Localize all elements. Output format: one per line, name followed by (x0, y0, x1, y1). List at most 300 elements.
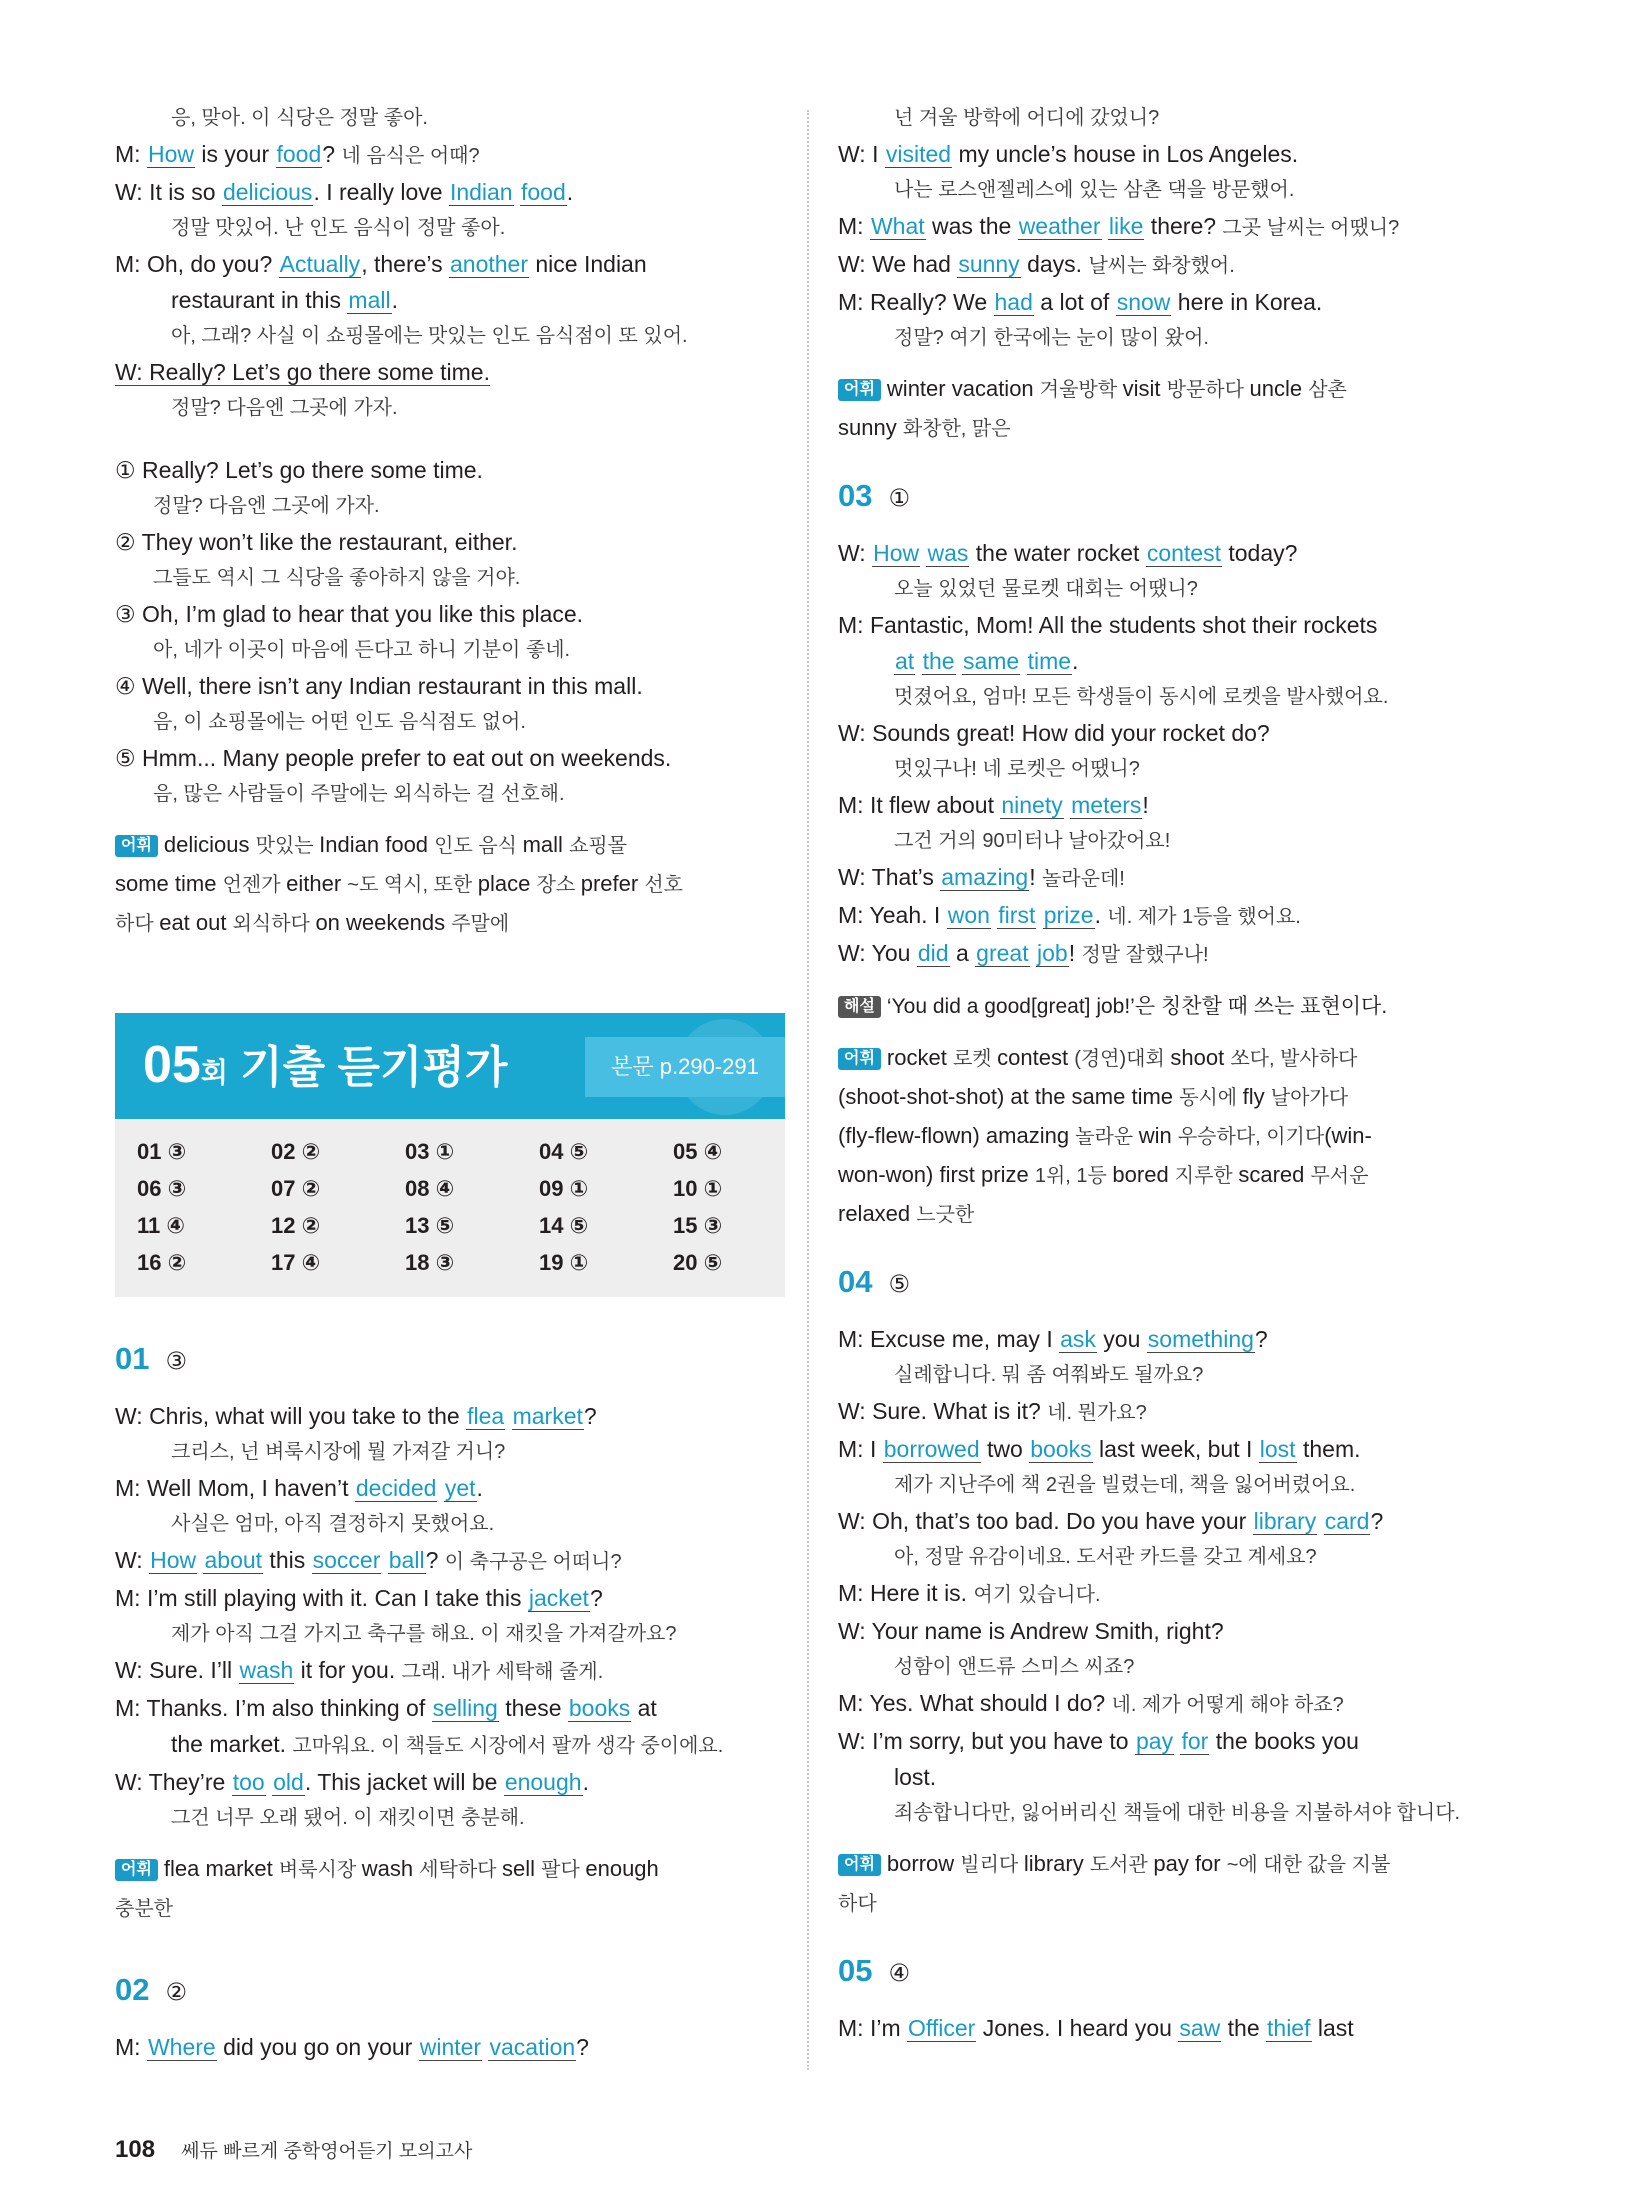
left-column (115, 100, 785, 2065)
answer-key-item: 12 ② (271, 1213, 321, 1238)
blank-answer: vacation (489, 2034, 576, 2060)
spacer (838, 1996, 1518, 2010)
answer-key-item: 18 ③ (405, 1250, 455, 1275)
text-run (1317, 1508, 1323, 1534)
text-run: W: That’s (838, 864, 941, 890)
blank-answer: delicious (222, 179, 313, 205)
vocab-term: rocket (886, 1045, 953, 1070)
explanation-line (838, 987, 1518, 1025)
right-column (838, 100, 1518, 2046)
blank-answer: first (998, 902, 1036, 928)
dialogue-line (838, 1321, 1518, 1357)
text-run: ? (1254, 1326, 1268, 1352)
answer-key-item: 09 ① (539, 1176, 589, 1201)
blank-answer: lost (1259, 1436, 1296, 1462)
dialogue-line (838, 208, 1518, 246)
text-run: ? (1370, 1508, 1384, 1534)
text-run: 네. 제가 1등을 했어요. (1107, 906, 1301, 928)
spacer (838, 448, 1518, 474)
test-title (143, 1035, 507, 1103)
blank-answer: Where (147, 2034, 216, 2060)
vocab-term: 벼룩시장 (278, 1859, 362, 1881)
text-run: . (1072, 648, 1079, 674)
page-reference: 본문 p.290-291 (585, 1037, 785, 1097)
text-run: M: I (838, 1436, 883, 1462)
test-name: 기출 듣기평가 (227, 1043, 508, 1092)
translation-line: 나는 로스앤젤레스에 있는 삼촌 댁을 방문했어. (894, 179, 1295, 201)
blank-answer: books (568, 1695, 631, 1721)
spacer (838, 973, 1518, 987)
dialogue-line (838, 1723, 1518, 1759)
text-run: M: (838, 213, 870, 239)
question-number: 01 (115, 1341, 150, 1376)
text-run: today? (1221, 540, 1298, 566)
text-run: W: (838, 540, 873, 566)
text-run: there? (1144, 213, 1223, 239)
text-run (1020, 648, 1026, 674)
dialogue-line (115, 1580, 785, 1616)
blank-answer: food (276, 141, 322, 167)
text-run: the books you (1209, 1728, 1359, 1754)
spacer (838, 356, 1518, 370)
vocab-term: won-won) first prize (838, 1162, 1035, 1187)
spacer (115, 426, 785, 452)
text-run: . (476, 1475, 483, 1501)
blank-answer: visited (885, 141, 952, 167)
vocab-block (838, 370, 1518, 448)
page-number: 108 (115, 2136, 156, 2163)
blank-answer: too (232, 1769, 265, 1795)
vocab-line (115, 1850, 785, 1889)
text-run: 그래. 내가 세탁해 줄게. (401, 1661, 604, 1683)
blank-answer: like (1108, 213, 1144, 239)
translation-line: 실례합니다. 뭐 좀 여쭤봐도 될까요? (894, 1364, 1204, 1386)
text-run: lost. (894, 1764, 937, 1790)
question-header (115, 1337, 785, 1384)
text-run (381, 1547, 387, 1573)
translation-line: 넌 겨울 방학에 어디에 갔었니? (894, 107, 1160, 129)
blank-answer: soccer (312, 1547, 381, 1573)
vocab-block (838, 1845, 1518, 1923)
vocab-term: ~에 대한 값을 지불 (1226, 1854, 1391, 1876)
blank-answer: What (870, 213, 925, 239)
option-translation: 정말? 다음엔 그곳에 가자. (153, 495, 380, 517)
answer-key-item: 17 ④ (271, 1250, 321, 1275)
vocab-term: mall (522, 832, 570, 857)
blank-answer: How (873, 540, 920, 566)
text-run (505, 1403, 511, 1429)
blank-answer: same (962, 648, 1020, 674)
question-answer: ⑤ (888, 1271, 910, 1298)
text-run (1036, 902, 1042, 928)
vocab-block (115, 1850, 785, 1928)
text-run: ? (583, 1403, 597, 1429)
vocab-term: on weekends (315, 910, 452, 935)
text-run (956, 648, 962, 674)
vocab-term: 삼촌 (1308, 379, 1347, 401)
text-run: 고마워요. 이 책들도 시장에서 팔까 생각 중이에요. (292, 1735, 724, 1757)
dialogue-line (115, 1690, 785, 1726)
text-run: M: Oh, do you? (115, 251, 279, 277)
answer-key-item: 04 ⑤ (539, 1139, 589, 1164)
vocab-term: win (1138, 1123, 1178, 1148)
text-run: M: Yes. What should I do? (838, 1690, 1112, 1716)
dialogue-line (838, 535, 1518, 571)
blank-answer: had (994, 289, 1033, 315)
text-run: 네. 제가 어떻게 해야 하죠? (1111, 1694, 1344, 1716)
blank-answer: another (449, 251, 528, 277)
vocab-line (115, 1889, 785, 1928)
answer-key-item: 11 ④ (137, 1213, 185, 1238)
dialogue-line (115, 1542, 785, 1580)
translation-line: 멋있구나! 네 로켓은 어땠니? (894, 758, 1140, 780)
dialogue-line (838, 607, 1518, 643)
dialogue-line (838, 1575, 1518, 1613)
book-title: 쎄듀 빠르게 중학영어듣기 모의고사 (181, 2141, 473, 2162)
blank-answer: something (1147, 1326, 1254, 1352)
text-run: W: You (838, 940, 917, 966)
vocab-term: prefer (580, 871, 645, 896)
blank-answer: for (1181, 1728, 1209, 1754)
blank-answer: the (922, 648, 955, 674)
translation-line: 그건 거의 90미터나 날아갔어요! (894, 830, 1171, 852)
text-run: nice Indian (529, 251, 647, 277)
dialogue-line (838, 1685, 1518, 1723)
question-answer: ④ (888, 1960, 910, 1987)
option-translation: 음, 많은 사람들이 주말에는 외식하는 걸 선호해. (153, 783, 565, 805)
question-number: 04 (838, 1264, 873, 1299)
text-run: W: (115, 1547, 150, 1573)
text-run: W: Sure. What is it? (838, 1398, 1048, 1424)
spacer (838, 1923, 1518, 1949)
text-run: ? (576, 2034, 589, 2060)
text-run: W: I (838, 141, 885, 167)
text-run: ! (1029, 864, 1042, 890)
blank-answer: decided (355, 1475, 437, 1501)
question-header (838, 1949, 1518, 1996)
text-run (437, 1475, 443, 1501)
translation-line: 오늘 있었던 물로켓 대회는 어땠니? (894, 578, 1198, 600)
text-run: . (566, 179, 574, 205)
vocab-block (838, 1039, 1518, 1234)
answer-option: ② They won’t like the restaurant, either. (115, 529, 518, 555)
vocab-line (115, 865, 785, 904)
blank-answer: card (1324, 1508, 1370, 1534)
spacer (115, 1928, 785, 1968)
vocab-term: 동시에 (1179, 1087, 1243, 1109)
blank-answer: did (917, 940, 949, 966)
translation-line: 정말? 다음엔 그곳에 가자. (171, 397, 398, 419)
blank-answer: enough (504, 1769, 582, 1795)
vocab-term: (경연)대회 (1074, 1048, 1171, 1070)
blank-answer: meters (1071, 792, 1142, 818)
dialogue-line (838, 643, 1518, 679)
blank-answer: sunny (958, 251, 1020, 277)
spacer (115, 2015, 785, 2029)
spacer (838, 1831, 1518, 1845)
text-run: . (391, 287, 398, 313)
vocab-term: fly (1242, 1084, 1271, 1109)
blank-answer: winter (419, 2034, 482, 2060)
blank-answer: mall (348, 287, 391, 313)
option-translation: 아, 네가 이곳이 마음에 든다고 하니 기분이 좋네. (153, 639, 571, 661)
vocab-term: 주말에 (451, 913, 510, 935)
vocab-term: 팔다 (541, 1859, 586, 1881)
translation-line: 제가 지난주에 책 2권을 빌렸는데, 책을 잃어버렸어요. (894, 1474, 1356, 1496)
answer-key-item: 10 ① (673, 1176, 723, 1201)
vocab-term: borrow (886, 1851, 961, 1876)
text-run: did you go on your (216, 2034, 419, 2060)
dialogue-line (838, 897, 1518, 935)
vocab-term: 느긋한 (916, 1204, 975, 1226)
text-run: 놀라운데! (1041, 868, 1125, 890)
vocab-term: eat out (159, 910, 233, 935)
question-header (115, 1968, 785, 2015)
text-run: 네 음식은 어때? (341, 145, 480, 167)
option-translation: 그들도 역시 그 식당을 좋아하지 않을 거야. (153, 567, 521, 589)
answer-key-grid (115, 1119, 785, 1297)
blank-answer: prize (1043, 902, 1094, 928)
question-header (838, 474, 1518, 521)
dialogue-line (838, 935, 1518, 973)
text-run: you (1096, 1326, 1147, 1352)
page-footer (115, 2136, 472, 2164)
dialogue-line (838, 136, 1518, 172)
vocab-term: bored (1112, 1162, 1175, 1187)
text-run: W: I’m sorry, but you have to (838, 1728, 1135, 1754)
blank-answer: ball (388, 1547, 425, 1573)
text-run: M: I’m still playing with it. Can I take this (115, 1585, 528, 1611)
blank-answer: time (1027, 648, 1072, 674)
vocab-term: (win- (1324, 1123, 1372, 1148)
vocab-term: 지루한 (1174, 1165, 1239, 1187)
blank-answer: saw (1179, 2015, 1221, 2041)
text-run: W: Sure. I’ll (115, 1657, 239, 1683)
vocab-term: 우승하다, 이기다 (1177, 1126, 1325, 1148)
text-run: W: Oh, that’s too bad. Do you have your (838, 1508, 1253, 1534)
vocab-term: place (477, 871, 537, 896)
translation-line: 사실은 엄마, 아직 결정하지 못했어요. (171, 1513, 495, 1535)
vocab-term: 외식하다 (232, 913, 316, 935)
answer-key-item: 05 ④ (673, 1139, 723, 1164)
vocab-term: pay for (1153, 1851, 1227, 1876)
blank-answer: wash (239, 1657, 294, 1683)
text-run: 정말 잘했구나! (1081, 944, 1209, 966)
vocab-tag: 어휘 (115, 1859, 158, 1881)
vocab-line (115, 826, 785, 865)
text-run: the water rocket (969, 540, 1146, 566)
dialogue-line (838, 2010, 1518, 2046)
blank-answer: yet (444, 1475, 476, 1501)
text-run: two (980, 1436, 1030, 1462)
answer-option: ⑤ Hmm... Many people prefer to eat out on weekends. (115, 745, 672, 771)
vocab-term: 쏘다, 발사하다 (1230, 1048, 1358, 1070)
blank-answer: contest (1146, 540, 1221, 566)
vocab-term: visit (1122, 376, 1167, 401)
answer-key-item: 03 ① (405, 1139, 455, 1164)
text-run: . This jacket will be (304, 1769, 504, 1795)
vocab-term: wash (361, 1856, 420, 1881)
text-run: at (631, 1695, 657, 1721)
question-number: 05 (838, 1953, 873, 1988)
vocab-term: 무서운 (1310, 1165, 1369, 1187)
blank-answer: selling (432, 1695, 498, 1721)
blank-answer: old (273, 1769, 304, 1795)
blank-answer: pay (1135, 1728, 1174, 1754)
blank-answer: job (1036, 940, 1068, 966)
dialogue-line (838, 787, 1518, 823)
text-run: restaurant in this (171, 287, 348, 313)
vocab-term: relaxed (838, 1201, 917, 1226)
dialogue-line (115, 246, 785, 282)
text-run: days. (1020, 251, 1089, 277)
text-run: M: Well Mom, I haven’t (115, 1475, 355, 1501)
dialogue-line (838, 1759, 1518, 1795)
text-run: ? (425, 1547, 445, 1573)
blank-answer: thief (1267, 2015, 1311, 2041)
answer-key-item: 06 ③ (137, 1176, 187, 1201)
vocab-term: 빌리다 (960, 1854, 1024, 1876)
vocab-term: 화창한, 맑은 (902, 418, 1011, 440)
vocab-term: scared (1238, 1162, 1311, 1187)
vocab-term: delicious (163, 832, 256, 857)
vocab-tag: 어휘 (838, 1048, 881, 1070)
answer-key-item: 20 ⑤ (673, 1250, 723, 1275)
vocab-term: 하다 (115, 913, 160, 935)
blank-answer: jacket (528, 1585, 589, 1611)
text-run: 이 축구공은 어떠니? (444, 1551, 622, 1573)
blank-answer: ask (1060, 1326, 1096, 1352)
question-number: 02 (115, 1972, 150, 2007)
vocab-term: contest (997, 1045, 1075, 1070)
text-run: was the (925, 213, 1018, 239)
text-run: this (263, 1547, 312, 1573)
text-run: it for you. (294, 1657, 402, 1683)
vocab-line (838, 1195, 1518, 1234)
question-answer: ② (165, 1979, 187, 2006)
translation-line: 그건 너무 오래 됐어. 이 재킷이면 충분해. (171, 1807, 525, 1829)
blank-answer: Actually (279, 251, 361, 277)
blank-answer: great (976, 940, 1029, 966)
test-number: 05 (143, 1036, 201, 1094)
blank-answer: snow (1116, 289, 1171, 315)
text-run: . I really love (313, 179, 449, 205)
translation-line: 죄송합니다만, 잃어버리신 책들에 대한 비용을 지불하셔야 합니다. (894, 1802, 1461, 1824)
dialogue-line (115, 354, 785, 390)
dialogue-line (115, 174, 785, 210)
vocab-line (838, 1039, 1518, 1078)
text-run: these (498, 1695, 568, 1721)
vocab-line (838, 370, 1518, 409)
text-run: M: Yeah. I (838, 902, 947, 928)
vocab-term: 도서관 (1089, 1854, 1154, 1876)
spacer (115, 943, 785, 983)
text-run: M: (115, 2034, 147, 2060)
spacer (838, 1307, 1518, 1321)
dialogue-line (115, 136, 785, 174)
answer-key-item: 14 ⑤ (539, 1213, 589, 1238)
blank-answer: borrowed (883, 1436, 980, 1462)
vocab-term: sunny (838, 415, 903, 440)
text-run: them. (1296, 1436, 1361, 1462)
dialogue-line (115, 2029, 785, 2065)
dialogue-line (838, 859, 1518, 897)
vocab-term: sell (502, 1856, 542, 1881)
translation-line: 멋졌어요, 엄마! 모든 학생들이 동시에 로켓을 발사했어요. (894, 686, 1389, 708)
text-run: W: Sounds great! How did your rocket do? (838, 720, 1270, 746)
vocab-term: 언젠가 (222, 874, 287, 896)
text-run: Jones. I heard you (976, 2015, 1179, 2041)
dialogue-line (115, 1470, 785, 1506)
answer-option: ③ Oh, I’m glad to hear that you like this place. (115, 601, 584, 627)
text-run: is your (194, 141, 276, 167)
answer-option: ① Really? Let’s go there some time. (115, 457, 483, 483)
dialogue-line (838, 1503, 1518, 1539)
vocab-term: 놀라운 (1075, 1126, 1139, 1148)
question-number: 03 (838, 478, 873, 513)
vocab-term: (shoot-shot-shot) at the same time (838, 1084, 1180, 1109)
blank-answer: library (1253, 1508, 1317, 1534)
text-run: 네. 뭔가요? (1047, 1402, 1147, 1424)
text-run: W: We had (838, 251, 958, 277)
blank-answer: was (927, 540, 969, 566)
answer-key-item: 15 ③ (673, 1213, 723, 1238)
text-run: ? (322, 141, 342, 167)
dialogue-line (115, 1726, 785, 1764)
dialogue-line (115, 1652, 785, 1690)
blank-answer: market (512, 1403, 583, 1429)
question-header (838, 1260, 1518, 1307)
text-run: M: Thanks. I’m also thinking of (115, 1695, 432, 1721)
text-run: 여기 있습니다. (973, 1584, 1101, 1606)
text-run: 그곳 날씨는 어땠니? (1222, 217, 1400, 239)
text-run: my uncle’s house in Los Angeles. (952, 141, 1299, 167)
vocab-tag: 어휘 (115, 835, 158, 857)
translation-line: 아, 그래? 사실 이 쇼핑몰에는 맛있는 인도 음식점이 또 있어. (171, 325, 688, 347)
text-run (915, 648, 921, 674)
answer-key-item: 08 ④ (405, 1176, 455, 1201)
vocab-term: winter vacation (886, 376, 1040, 401)
text-run: ! (1068, 940, 1082, 966)
vocab-block (115, 826, 785, 943)
answer-key-item: 16 ② (137, 1250, 187, 1275)
text-run: M: Excuse me, may I (838, 1326, 1060, 1352)
blank-answer: Officer (908, 2015, 976, 2041)
text-run: a lot of (1033, 289, 1116, 315)
question-answer: ① (888, 485, 910, 512)
vocab-term: 맛있는 (255, 835, 320, 857)
vocab-line (838, 1156, 1518, 1195)
vocab-term: ~도 역시, 또한 (347, 874, 478, 896)
translation-line: 아, 정말 유감이네요. 도서관 카드를 갖고 계세요? (894, 1546, 1317, 1568)
vocab-term: 1위, 1등 (1034, 1165, 1113, 1187)
answer-option: ④ Well, there isn’t any Indian restaurant in this mall. (115, 673, 643, 699)
text-run: M: Here it is. (838, 1580, 974, 1606)
dialogue-line (115, 282, 785, 318)
question-answer: ③ (165, 1348, 187, 1375)
text-run: W: Your name is Andrew Smith, right? (838, 1618, 1224, 1644)
dialogue-line (838, 246, 1518, 284)
vocab-line (838, 1078, 1518, 1117)
blank-answer: How (150, 1547, 197, 1573)
text-run: M: Really? We (838, 289, 994, 315)
blank-answer: at (895, 648, 915, 674)
dialogue-line (838, 1393, 1518, 1431)
vocab-term: 방문하다 (1166, 379, 1250, 401)
translation-line: 제가 아직 그걸 가지고 축구를 해요. 이 재킷을 가져갈까요? (171, 1623, 677, 1645)
blank-answer: weather (1018, 213, 1101, 239)
vocab-term: library (1023, 1851, 1090, 1876)
